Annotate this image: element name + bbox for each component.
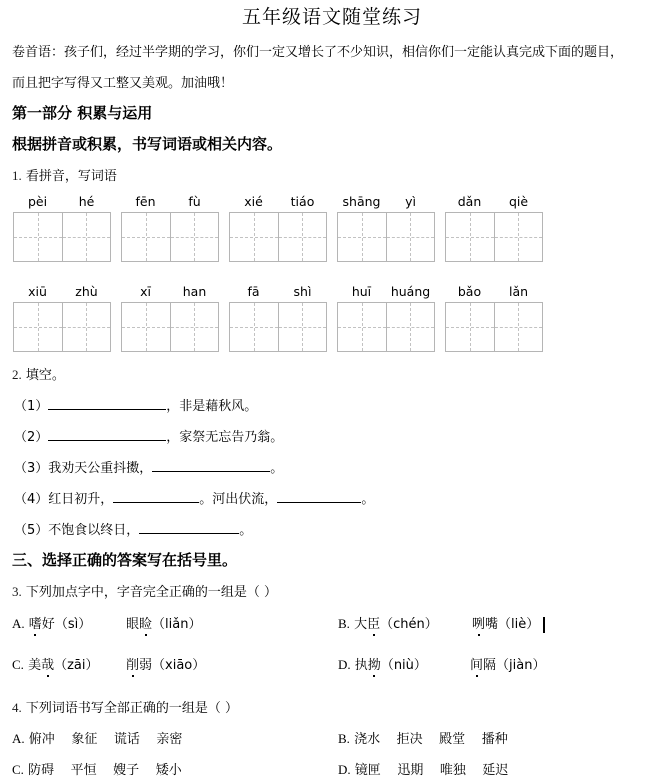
- option-letter: B.: [338, 616, 350, 631]
- pinyin-group: [445, 194, 543, 262]
- option-pinyin: （liè）: [498, 617, 540, 632]
- option-pinyin: （niù）: [380, 658, 427, 673]
- pinyin-group: [229, 194, 327, 262]
- option-word: 唯独: [439, 763, 466, 778]
- option-char: 执: [354, 658, 368, 673]
- writing-grid[interactable]: [445, 302, 543, 352]
- writing-cell[interactable]: [122, 303, 171, 351]
- dotted-char: 臣: [367, 617, 381, 632]
- writing-cell[interactable]: [63, 303, 111, 351]
- option-char: 嘴: [485, 617, 499, 632]
- option-pinyin: （chén）: [380, 617, 438, 632]
- option-word: 殿堂: [439, 732, 466, 747]
- fill-item-label: （1）: [14, 399, 49, 414]
- fill-item-label: （4）: [14, 492, 49, 507]
- q4-option-a[interactable]: [12, 728, 182, 747]
- pinyin-label: lǎn: [508, 284, 529, 299]
- writing-cell[interactable]: [14, 303, 63, 351]
- pinyin-label: yì: [405, 194, 416, 209]
- pinyin-group: [13, 194, 111, 262]
- option-pinyin: （liǎn）: [152, 617, 202, 632]
- pinyin-label: shāng: [342, 194, 381, 209]
- writing-cell[interactable]: [122, 213, 171, 261]
- pinyin-group: [337, 284, 435, 352]
- fill-item-text: ，非是藉秋风。: [166, 399, 258, 414]
- fill-item-5: [14, 519, 252, 538]
- writing-cell[interactable]: [230, 303, 279, 351]
- fill-item-text: ，家祭无忘告乃翁。: [166, 430, 284, 445]
- pinyin-label: bǎo: [457, 284, 482, 299]
- option-word: 拒决: [396, 732, 423, 747]
- writing-grid[interactable]: [229, 212, 327, 262]
- writing-cell[interactable]: [63, 213, 111, 261]
- fill-blank[interactable]: [152, 459, 270, 472]
- question-1: [12, 165, 117, 184]
- part1-heading: 第一部分 积累与运用: [12, 104, 153, 122]
- page-title: 五年级语文随堂练习: [241, 6, 422, 28]
- q4-option-c[interactable]: [12, 759, 182, 778]
- part1-subheading: 根据拼音或积累，书写词语或相关内容。: [12, 135, 283, 153]
- option-word: 象征: [71, 732, 98, 747]
- option-pinyin: （jiàn）: [496, 658, 546, 673]
- option-letter: A.: [12, 616, 25, 631]
- dotted-char: 嗜: [28, 617, 42, 632]
- part3-heading: 三、选择正确的答案写在括号里。: [12, 551, 238, 569]
- question-2: [12, 364, 65, 383]
- text-cursor: [543, 617, 545, 633]
- option-char: 弱: [139, 658, 153, 673]
- q3-option-c-word2: [126, 654, 205, 673]
- fill-item-text: 。河出伏流，: [199, 492, 278, 507]
- pinyin-label: shì: [293, 284, 312, 299]
- option-word: 谎话: [113, 732, 140, 747]
- pinyin-label: dǎn: [457, 194, 482, 209]
- pinyin-label: huī: [351, 284, 372, 299]
- fill-item-2: [14, 426, 283, 445]
- pinyin-label: hé: [78, 194, 95, 209]
- dotted-char: 间: [470, 658, 484, 673]
- question-4-text: 下列词语书写全部正确的一组是（ ）: [25, 701, 239, 716]
- option-letter: B.: [338, 731, 350, 746]
- option-word: 嫂子: [113, 763, 140, 778]
- option-char: 美: [28, 658, 42, 673]
- pinyin-group: [121, 284, 219, 352]
- fill-item-text: 我劝天公重抖擞，: [48, 461, 153, 476]
- option-word: 播种: [481, 732, 508, 747]
- option-word: 延迟: [482, 763, 509, 778]
- dotted-char: 削: [126, 658, 140, 673]
- question-1-text: 看拼音，写词语: [25, 169, 117, 184]
- q3-option-a[interactable]: [12, 613, 91, 632]
- writing-grid[interactable]: [121, 212, 219, 262]
- writing-cell[interactable]: [338, 213, 387, 261]
- fill-blank[interactable]: [277, 490, 361, 503]
- dotted-char: 哉: [41, 658, 55, 673]
- option-pinyin: （xiāo）: [152, 658, 206, 673]
- pinyin-label: fā: [247, 284, 260, 299]
- option-pinyin: （zāi）: [54, 658, 99, 673]
- pinyin-label: xī: [140, 284, 151, 299]
- question-2-number: 2.: [12, 367, 22, 382]
- q3-option-b-word2: [472, 613, 545, 633]
- pinyin-group: [337, 194, 435, 262]
- writing-grid[interactable]: [445, 212, 543, 262]
- option-letter: D.: [338, 762, 351, 777]
- dotted-char: 拗: [367, 658, 381, 673]
- writing-cell[interactable]: [387, 213, 435, 261]
- option-word: 防碍: [28, 763, 55, 778]
- question-4: [12, 697, 238, 716]
- writing-cell[interactable]: [171, 213, 219, 261]
- writing-cell[interactable]: [446, 213, 495, 261]
- fill-item-label: （3）: [14, 461, 49, 476]
- question-3-text: 下列加点字中，字音完全正确的一组是（ ）: [25, 585, 278, 600]
- intro-line-2: 而且把字写得又工整又美观。加油哦！: [12, 76, 234, 91]
- question-1-number: 1.: [12, 168, 22, 183]
- option-word: 亲密: [156, 732, 183, 747]
- fill-item-label: （5）: [14, 523, 49, 538]
- pinyin-label: fēn: [135, 194, 156, 209]
- option-word: 镜匣: [354, 763, 381, 778]
- question-4-number: 4.: [12, 700, 22, 715]
- option-letter: C.: [12, 762, 24, 777]
- q3-option-a-word2: [126, 613, 201, 632]
- option-char: 好: [41, 617, 55, 632]
- question-2-text: 填空。: [25, 368, 65, 383]
- q3-option-b[interactable]: [338, 613, 438, 632]
- pinyin-label: pèi: [27, 194, 48, 209]
- writing-grid[interactable]: [13, 302, 111, 352]
- writing-cell[interactable]: [387, 303, 435, 351]
- fill-item-text: 。: [270, 461, 284, 476]
- option-char: 眼: [126, 617, 140, 632]
- option-letter: C.: [12, 657, 24, 672]
- dotted-char: 睑: [139, 617, 153, 632]
- dotted-char: 咧: [472, 617, 486, 632]
- fill-item-text: 。: [361, 492, 375, 507]
- option-letter: A.: [12, 731, 25, 746]
- pinyin-label: xié: [244, 194, 263, 209]
- writing-grid[interactable]: [121, 302, 219, 352]
- pinyin-label: xiū: [28, 284, 47, 299]
- pinyin-label: zhù: [75, 284, 98, 299]
- fill-item-1: [14, 395, 257, 414]
- question-3-number: 3.: [12, 584, 22, 599]
- option-word: 矮小: [155, 763, 182, 778]
- fill-item-3: [14, 457, 283, 476]
- question-3: [12, 581, 277, 600]
- writing-grid[interactable]: [337, 212, 435, 262]
- pinyin-group: [13, 284, 111, 352]
- q3-option-c[interactable]: [12, 654, 99, 673]
- fill-item-text: 。: [239, 523, 253, 538]
- pinyin-label: fù: [188, 194, 201, 209]
- fill-blank[interactable]: [48, 428, 166, 441]
- option-word: 俯冲: [28, 732, 55, 747]
- writing-cell[interactable]: [495, 303, 543, 351]
- fill-item-label: （2）: [14, 430, 49, 445]
- fill-item-text: 红日初升，: [48, 492, 114, 507]
- pinyin-label: qiè: [508, 194, 529, 209]
- writing-cell[interactable]: [495, 213, 543, 261]
- pinyin-label: han: [182, 284, 207, 299]
- fill-item-4: [14, 488, 374, 507]
- option-letter: D.: [338, 657, 351, 672]
- writing-grid[interactable]: [229, 302, 327, 352]
- option-word: 平恒: [70, 763, 97, 778]
- pinyin-label: huáng: [390, 284, 431, 299]
- pinyin-label: tiáo: [290, 194, 315, 209]
- pinyin-group: [229, 284, 327, 352]
- writing-cell[interactable]: [171, 303, 219, 351]
- pinyin-group: [445, 284, 543, 352]
- fill-blank[interactable]: [113, 490, 199, 503]
- writing-cell[interactable]: [338, 303, 387, 351]
- intro-line-1: 卷首语：孩子们，经过半学期的学习，你们一定又增长了不少知识，相信你们一定能认真完成下面的题目，: [12, 45, 624, 60]
- q3-option-d[interactable]: [338, 654, 427, 673]
- writing-grid[interactable]: [337, 302, 435, 352]
- q4-option-d[interactable]: [338, 759, 508, 778]
- option-word: 迅期: [397, 763, 424, 778]
- q3-option-d-word2: [470, 654, 545, 673]
- fill-blank[interactable]: [139, 521, 239, 534]
- writing-cell[interactable]: [279, 213, 327, 261]
- writing-cell[interactable]: [14, 213, 63, 261]
- option-char: 隔: [483, 658, 497, 673]
- fill-blank[interactable]: [48, 397, 166, 410]
- option-pinyin: （sì）: [54, 617, 92, 632]
- writing-grid[interactable]: [13, 212, 111, 262]
- option-word: 浇水: [354, 732, 381, 747]
- pinyin-group: [121, 194, 219, 262]
- writing-cell[interactable]: [446, 303, 495, 351]
- writing-cell[interactable]: [230, 213, 279, 261]
- option-char: 大: [354, 617, 368, 632]
- fill-item-text: 不饱食以终日，: [48, 523, 140, 538]
- writing-cell[interactable]: [279, 303, 327, 351]
- q4-option-b[interactable]: [338, 728, 508, 747]
